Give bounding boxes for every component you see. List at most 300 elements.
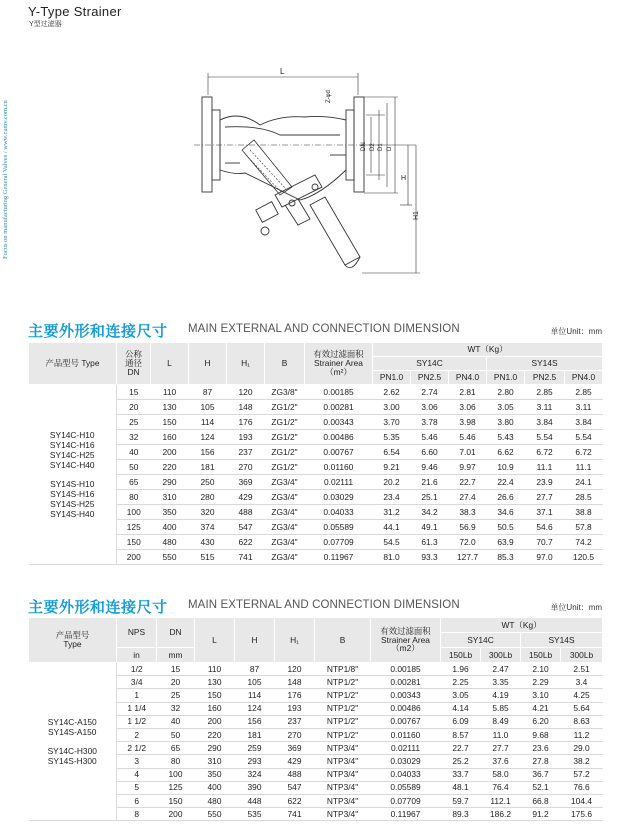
side-caption: Focus on manufacturing General Valves / www.camv.com.cn	[2, 100, 9, 259]
table-cell: 148	[227, 400, 265, 415]
table-cell: 3.06	[411, 400, 449, 415]
table-cell: 22.4	[487, 475, 525, 490]
table-cell: 350	[195, 768, 235, 781]
table-cell: 0.05589	[305, 520, 373, 535]
table-cell: 193	[275, 702, 315, 715]
table-cell: 280	[189, 490, 227, 505]
table-cell: 290	[151, 475, 189, 490]
table-cell: 5.46	[449, 430, 487, 445]
type-label	[29, 737, 117, 746]
table-cell: 33.7	[441, 768, 481, 781]
table-cell: 4.25	[561, 689, 603, 702]
table-cell: 3.78	[411, 415, 449, 430]
table-cell: 3.05	[487, 400, 525, 415]
section1-heading-en: MAIN EXTERNAL AND CONNECTION DIMENSION	[188, 323, 460, 335]
table-cell: 400	[195, 781, 235, 794]
table-cell: 2.10	[521, 663, 561, 676]
table-cell: 3.11	[525, 400, 565, 415]
table-cell: 8.57	[441, 728, 481, 741]
table-cell: 72.0	[449, 535, 487, 550]
table-cell: ZG3/4"	[265, 505, 305, 520]
table-cell: 110	[195, 663, 235, 676]
table-cell: 57.8	[565, 520, 603, 535]
table-cell: NTP1/2"	[315, 689, 371, 702]
table-cell: 547	[227, 520, 265, 535]
table-cell: 150	[151, 415, 189, 430]
header2-h1: H₁	[275, 618, 315, 663]
table-cell: 0.00281	[371, 676, 441, 689]
header2-h: H	[235, 618, 275, 663]
table-cell: 8.49	[481, 715, 521, 728]
table-cell: 63.9	[487, 535, 525, 550]
table-cell: 2.47	[481, 663, 521, 676]
table-cell: 40	[117, 445, 151, 460]
table-cell: 290	[195, 742, 235, 755]
table-cell: 70.7	[525, 535, 565, 550]
table-cell: 3	[117, 755, 157, 768]
table-cell: 320	[189, 505, 227, 520]
table-cell: 547	[275, 781, 315, 794]
header2-l: L	[195, 618, 235, 663]
table-cell: 125	[117, 520, 151, 535]
dim-label-d2: D2	[370, 143, 376, 151]
page-title: Y-Type Strainer	[28, 4, 122, 19]
table-cell: 2.85	[525, 385, 565, 400]
table-cell: ZG3/8"	[265, 385, 305, 400]
section2-heading-cn: 主要外形和连接尺寸	[28, 599, 168, 616]
table-cell: 5.43	[487, 430, 525, 445]
table-cell: 22.7	[441, 742, 481, 755]
table-cell: 23.6	[521, 742, 561, 755]
table-cell: 6.72	[525, 445, 565, 460]
type-label: SY14S-H25	[50, 499, 95, 510]
dim-label-znd: Z-φd	[326, 90, 332, 103]
table-cell: ZG1/2"	[265, 460, 305, 475]
table-cell: 15	[117, 385, 151, 400]
table-cell: 480	[195, 794, 235, 807]
table-cell: 3.00	[373, 400, 411, 415]
header2-lb-3: 300Lb	[561, 648, 603, 663]
table-cell: 27.7	[525, 490, 565, 505]
table-cell: 0.05589	[371, 781, 441, 794]
table-cell: 22.7	[449, 475, 487, 490]
table-cell: 176	[275, 689, 315, 702]
table-cell: 259	[235, 742, 275, 755]
header-h: H	[189, 343, 227, 385]
header2-mm: mm	[157, 648, 195, 663]
table-cell: 27.7	[481, 742, 521, 755]
table-cell: 120	[275, 663, 315, 676]
table-cell: 480	[151, 535, 189, 550]
table-cell: 488	[275, 768, 315, 781]
table-cell: 34.2	[411, 505, 449, 520]
table-cell: 34.6	[487, 505, 525, 520]
table-cell: ZG1/2"	[265, 445, 305, 460]
header-area: 有效过滤面积 Strainer Area （m²）	[305, 343, 373, 385]
table-cell: 156	[189, 445, 227, 460]
table-cell: 100	[117, 505, 151, 520]
table-cell: 0.00486	[305, 430, 373, 445]
table-cell: 31.2	[373, 505, 411, 520]
table-cell: 1	[117, 689, 157, 702]
strainer-drawing	[180, 55, 440, 300]
table-cell: ZG3/4"	[265, 535, 305, 550]
section2-unit: 单位Unit：mm	[550, 603, 602, 612]
table-cell: NTP3/4"	[315, 742, 371, 755]
table-cell: 20.2	[373, 475, 411, 490]
table-cell: 87	[189, 385, 227, 400]
table-cell: 5.54	[525, 430, 565, 445]
header-dn: 公称 通径 DN	[117, 343, 151, 385]
table-cell: 130	[195, 676, 235, 689]
section1-unit: 单位Unit：mm	[550, 327, 602, 336]
table-cell: 1 1/4	[117, 702, 157, 715]
table-cell: 40	[157, 715, 195, 728]
table-cell: NTP3/4"	[315, 781, 371, 794]
table-cell: 11.0	[481, 728, 521, 741]
table-cell: 270	[275, 728, 315, 741]
table-cell: 2.85	[565, 385, 603, 400]
table-cell: 2.51	[561, 663, 603, 676]
header2-lb-1: 300Lb	[481, 648, 521, 663]
table-cell: 0.07709	[371, 794, 441, 807]
table-cell: 5.46	[411, 430, 449, 445]
dim-label-d1: D1	[378, 143, 384, 151]
table-cell: ZG3/4"	[265, 520, 305, 535]
table-cell: 50.5	[487, 520, 525, 535]
type-label: SY14S-A150	[48, 727, 97, 738]
table-cell: 6.62	[487, 445, 525, 460]
table-cell: 148	[275, 676, 315, 689]
table-cell: 120.5	[565, 550, 603, 565]
header2-sy14s: SY14S	[521, 633, 603, 648]
table-cell: 0.11967	[305, 550, 373, 565]
dim-label-h1: H1	[413, 211, 420, 220]
table-cell: 57.2	[561, 768, 603, 781]
table-cell: 21.6	[411, 475, 449, 490]
table-cell: 622	[227, 535, 265, 550]
table-cell: 186.2	[481, 808, 521, 821]
type-label: SY14C-H10	[49, 429, 95, 440]
table-cell: 50	[117, 460, 151, 475]
table-cell: 430	[189, 535, 227, 550]
table-cell: 9.97	[449, 460, 487, 475]
table-cell: 85.3	[487, 550, 525, 565]
table-cell: 38.3	[449, 505, 487, 520]
table-cell: ZG1/2"	[265, 400, 305, 415]
table-cell: 38.2	[561, 755, 603, 768]
table-cell: 25.1	[411, 490, 449, 505]
section1-heading-cn: 主要外形和连接尺寸	[28, 323, 168, 340]
table-cell: 27.8	[521, 755, 561, 768]
table-cell: 10.9	[487, 460, 525, 475]
table-cell: 27.4	[449, 490, 487, 505]
table-cell: 112.1	[481, 794, 521, 807]
table-cell: 8	[117, 808, 157, 821]
table-cell: 74.2	[565, 535, 603, 550]
table-cell: 130	[151, 400, 189, 415]
table-cell: 0.00185	[371, 663, 441, 676]
table-cell: 741	[227, 550, 265, 565]
table-cell: 3.06	[449, 400, 487, 415]
table-cell: 622	[275, 794, 315, 807]
header-l: L	[151, 343, 189, 385]
table-cell: 488	[227, 505, 265, 520]
table-cell: 8.63	[561, 715, 603, 728]
table-cell: 76.4	[481, 781, 521, 794]
table-cell: 3.80	[487, 415, 525, 430]
table-cell: 0.00767	[305, 445, 373, 460]
table-cell: 237	[227, 445, 265, 460]
table-cell: 38.8	[565, 505, 603, 520]
table-cell: 50	[157, 728, 195, 741]
type-label: SY14C-H40	[49, 459, 95, 470]
table-cell: 200	[195, 715, 235, 728]
table-cell: 0.02111	[371, 742, 441, 755]
table-cell: 93.3	[411, 550, 449, 565]
type-label: SY14S-H10	[50, 479, 95, 489]
table-cell: 5	[117, 781, 157, 794]
table-cell: 741	[275, 808, 315, 821]
table-cell: 6.54	[373, 445, 411, 460]
table-cell: 429	[275, 755, 315, 768]
table-cell: 4.21	[521, 702, 561, 715]
table-cell: 32	[157, 702, 195, 715]
type-cell	[29, 663, 117, 821]
table-cell: 350	[151, 505, 189, 520]
table-cell: 0.00486	[371, 702, 441, 715]
table-cell: 56.9	[449, 520, 487, 535]
header2-area: 有效过滤面积 Strainer Area （m2）	[371, 618, 441, 663]
header2-nps: NPS	[117, 618, 157, 648]
table-cell: 89.3	[441, 808, 481, 821]
table-cell: 2.62	[373, 385, 411, 400]
table-cell: 36.7	[521, 768, 561, 781]
table-cell: 120	[227, 385, 265, 400]
page-subtitle: Y型过滤器	[29, 21, 62, 28]
table-cell: 0.00281	[305, 400, 373, 415]
table-cell: NTP1/2"	[315, 676, 371, 689]
table-cell: 65	[157, 742, 195, 755]
table-cell: 58.0	[481, 768, 521, 781]
table-cell: 3.05	[441, 689, 481, 702]
table-cell: 160	[151, 430, 189, 445]
table-cell: 150	[195, 689, 235, 702]
table-cell: 80	[157, 755, 195, 768]
table-cell: 237	[275, 715, 315, 728]
table-cell: 1.96	[441, 663, 481, 676]
header-type: 产品型号 Type	[29, 343, 117, 385]
table-cell: ZG1/2"	[265, 415, 305, 430]
table-cell: NTP3/4"	[315, 808, 371, 821]
table-cell: 220	[195, 728, 235, 741]
table-cell: 54.5	[373, 535, 411, 550]
table-cell: ZG3/4"	[265, 475, 305, 490]
header2-sy14c: SY14C	[441, 633, 521, 648]
table-cell: 114	[235, 689, 275, 702]
table-cell: 181	[189, 460, 227, 475]
table-cell: 0.00343	[371, 689, 441, 702]
table-cell: 26.6	[487, 490, 525, 505]
table-cell: 390	[235, 781, 275, 794]
table-cell: 11.1	[525, 460, 565, 475]
table-cell: 2	[117, 728, 157, 741]
table-cell: 3/4	[117, 676, 157, 689]
table-cell: 369	[227, 475, 265, 490]
type-label: SY14S-H40	[50, 509, 95, 520]
table-cell: 6	[117, 794, 157, 807]
table-cell: 105	[235, 676, 275, 689]
type-cell	[29, 385, 117, 565]
table-cell: 25.2	[441, 755, 481, 768]
table-cell: 127.7	[449, 550, 487, 565]
section1-heading	[28, 320, 608, 338]
dim-label-d: D	[387, 146, 393, 151]
table-cell: 3.10	[521, 689, 561, 702]
table-cell: 4.14	[441, 702, 481, 715]
type-label: SY14S-H16	[50, 489, 95, 500]
table-cell: 3.70	[373, 415, 411, 430]
table-cell: 5.85	[481, 702, 521, 715]
table-cell: 181	[235, 728, 275, 741]
header2-type: 产品型号 Type	[29, 618, 117, 663]
table-cell: 2 1/2	[117, 742, 157, 755]
type-label: SY14C-H300	[47, 746, 97, 757]
header-pn-3: PN1.0	[487, 371, 525, 385]
table-cell: 4	[117, 768, 157, 781]
table-cell: 0.04033	[305, 505, 373, 520]
table-cell: 6.09	[441, 715, 481, 728]
table-cell: 5.64	[561, 702, 603, 715]
table-cell: 25	[117, 415, 151, 430]
table-cell: 0.04033	[371, 768, 441, 781]
table-cell: 369	[275, 742, 315, 755]
table-cell: 160	[195, 702, 235, 715]
dim-label-h: H	[401, 175, 407, 182]
table-cell: 200	[157, 808, 195, 821]
header-h1: H₁	[227, 343, 265, 385]
table-cell: 25	[157, 689, 195, 702]
table-cell: 0.11967	[371, 808, 441, 821]
table-cell: ZG1/2"	[265, 430, 305, 445]
type-label	[29, 470, 117, 479]
table-cell: 81.0	[373, 550, 411, 565]
table-cell: 32	[117, 430, 151, 445]
table-cell: 9.21	[373, 460, 411, 475]
table-cell: 9.46	[411, 460, 449, 475]
table-cell: NTP3/4"	[315, 755, 371, 768]
table-cell: 176	[227, 415, 265, 430]
table-cell: 54.6	[525, 520, 565, 535]
table-cell: 2.81	[449, 385, 487, 400]
dim-label-dn: DN	[361, 142, 367, 151]
table-cell: 87	[235, 663, 275, 676]
table-cell: 0.00343	[305, 415, 373, 430]
dim-label-l: L	[280, 67, 285, 76]
section2-heading	[28, 596, 608, 614]
table-cell: 270	[227, 460, 265, 475]
table-cell: 250	[189, 475, 227, 490]
table-cell: NTP1/2"	[315, 728, 371, 741]
table-cell: 66.8	[521, 794, 561, 807]
header2-lb-0: 150Lb	[441, 648, 481, 663]
table-cell: 114	[189, 415, 227, 430]
table-cell: 49.1	[411, 520, 449, 535]
table-cell: 9.68	[521, 728, 561, 741]
table-row	[29, 663, 603, 676]
table-cell: 0.02111	[305, 475, 373, 490]
table-cell: 0.00185	[305, 385, 373, 400]
table-cell: 37.1	[525, 505, 565, 520]
table-cell: 429	[227, 490, 265, 505]
table-cell: 310	[195, 755, 235, 768]
header2-b: B	[315, 618, 371, 663]
header-pn-2: PN4.0	[449, 371, 487, 385]
table-cell: 400	[151, 520, 189, 535]
table-cell: 6.60	[411, 445, 449, 460]
table-cell: 0.03029	[305, 490, 373, 505]
table-cell: 15	[157, 663, 195, 676]
table-cell: 310	[151, 490, 189, 505]
table-cell: 37.6	[481, 755, 521, 768]
table-cell: 52.1	[521, 781, 561, 794]
table-cell: 550	[151, 550, 189, 565]
table-cell: 200	[117, 550, 151, 565]
header-b: B	[265, 343, 305, 385]
table-cell: 3.11	[565, 400, 603, 415]
header2-dn: DN	[157, 618, 195, 648]
dimension-table-2	[28, 617, 603, 821]
table-cell: 550	[195, 808, 235, 821]
table-cell: 535	[235, 808, 275, 821]
table-cell: 28.5	[565, 490, 603, 505]
table-cell: 20	[117, 400, 151, 415]
table-cell: NTP1/2"	[315, 702, 371, 715]
table-cell: 0.03029	[371, 755, 441, 768]
header2-in: in	[117, 648, 157, 663]
table-cell: NTP1/2"	[315, 715, 371, 728]
table-cell: ZG3/4"	[265, 490, 305, 505]
table-cell: NTP3/4"	[315, 768, 371, 781]
table-cell: 3.84	[525, 415, 565, 430]
type-label: SY14S-H300	[47, 756, 97, 767]
header-pn-1: PN2.5	[411, 371, 449, 385]
table-cell: 20	[157, 676, 195, 689]
table-cell: 7.01	[449, 445, 487, 460]
header-pn-4: PN2.5	[525, 371, 565, 385]
table-cell: 448	[235, 794, 275, 807]
table-cell: 324	[235, 768, 275, 781]
table-cell: 3.35	[481, 676, 521, 689]
table-cell: 3.84	[565, 415, 603, 430]
table-cell: NTP1/8"	[315, 663, 371, 676]
table-cell: 6.72	[565, 445, 603, 460]
header-pn-0: PN1.0	[373, 371, 411, 385]
header-sy14c: SY14C	[373, 357, 487, 371]
table-cell: 150	[117, 535, 151, 550]
table-cell: 2.80	[487, 385, 525, 400]
table-cell: 293	[235, 755, 275, 768]
table-cell: ZG3/4"	[265, 550, 305, 565]
table-cell: 1/2	[117, 663, 157, 676]
table-cell: 2.29	[521, 676, 561, 689]
table-cell: 0.07709	[305, 535, 373, 550]
table-row	[29, 385, 603, 400]
table-cell: 193	[227, 430, 265, 445]
table-cell: 100	[157, 768, 195, 781]
section2-heading-en: MAIN EXTERNAL AND CONNECTION DIMENSION	[188, 599, 460, 611]
header2-lb-2: 150Lb	[521, 648, 561, 663]
